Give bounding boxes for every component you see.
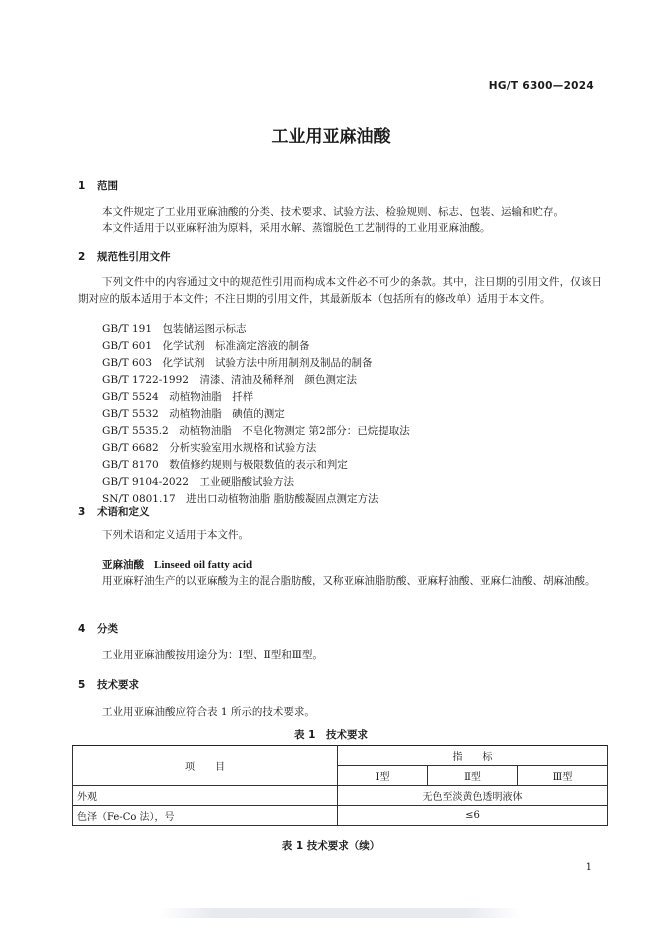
section-4-heading (78, 621, 118, 636)
section-2-intro: 下列文件中的内容通过文中的规范性引用而构成本文件必不可少的条款。其中，注日期的引用文件，仅该日期对应的版本适用于本文件；不注日期的引用文件，其最新版本（包括所有的修改单）适用于本文件。 (78, 276, 602, 305)
term-english: Linseed oil fatty acid (154, 559, 253, 571)
reference-item: GB/T 5524 动植物油脂 扦样 (102, 391, 254, 403)
table-row (73, 786, 608, 806)
section-5-para: 工业用亚麻油酸应符合表 1 所示的技术要求。 (102, 706, 315, 718)
reference-item: SN/T 0801.17 进出口动植物油脂 脂肪酸凝固点测定方法 (102, 493, 379, 505)
section-4-para: 工业用亚麻油酸按用途分为：Ⅰ型、Ⅱ型和Ⅲ型。 (102, 649, 323, 661)
reference-item: GB/T 9104-2022 工业硬脂酸试验方法 (102, 476, 294, 488)
section-1-heading (78, 178, 118, 193)
standard-number: HG/T 6300—2024 (488, 80, 594, 92)
section-number: 1 (78, 180, 86, 192)
section-5-heading (78, 677, 139, 692)
section-title: 技术要求 (97, 679, 139, 691)
reference-item: GB/T 191 包装储运图示标志 (102, 323, 247, 335)
table-header-row (73, 746, 608, 766)
table-1-continued-title: 表 1 技术要求（续） (281, 840, 381, 852)
reference-item: GB/T 6682 分析实验室用水规格和试验方法 (102, 442, 317, 454)
table-row (73, 806, 608, 826)
section-number: 5 (78, 679, 86, 691)
section-number: 3 (78, 506, 86, 518)
reference-item: GB/T 601 化学试剂 标准滴定溶液的制备 (102, 340, 310, 352)
section-title: 范围 (97, 180, 118, 192)
section-number: 4 (78, 623, 86, 635)
row-item: 色泽（Fe-Co 法），号 (73, 806, 338, 826)
reference-item: GB/T 8170 数值修约规则与极限数值的表示和判定 (102, 459, 348, 471)
type-1-header: Ⅰ型 (338, 766, 428, 786)
row-item: 外观 (73, 786, 338, 806)
row-value: ≤6 (338, 806, 608, 826)
technical-requirements-table (72, 745, 608, 826)
reference-item: GB/T 1722-1992 清漆、清油及稀释剂 颜色测定法 (102, 374, 357, 386)
reference-item: GB/T 5535.2 动植物油脂 不皂化物测定 第2部分：已烷提取法 (102, 425, 410, 437)
table-1-title: 表 1 技术要求 (294, 729, 368, 741)
watermark-strip (160, 908, 520, 918)
index-header: 指 标 (338, 746, 608, 766)
section-title: 术语和定义 (97, 506, 150, 518)
section-1-para-2: 本文件适用于以亚麻籽油为原料，采用水解、蒸馏脱色工艺制得的工业用亚麻油酸。 (102, 222, 491, 234)
section-2-heading (78, 249, 171, 264)
section-3-heading (78, 504, 150, 519)
type-3-header: Ⅲ型 (518, 766, 608, 786)
page-number: 1 (585, 862, 592, 873)
item-header: 项 目 (73, 746, 338, 786)
reference-item: GB/T 603 化学试剂 试验方法中所用制剂及制品的制备 (102, 357, 373, 369)
term-chinese: 亚麻油酸 (102, 559, 144, 571)
type-2-header: Ⅱ型 (428, 766, 518, 786)
term-heading (102, 557, 252, 572)
term-definition: 用亚麻籽油生产的以亚麻酸为主的混合脂肪酸，又称亚麻油脂肪酸、亚麻籽油酸、亚麻仁油酸、胡麻油酸。 (102, 575, 596, 587)
row-value: 无色至淡黄色透明液体 (338, 786, 608, 806)
section-3-intro: 下列术语和定义适用于本文件。 (102, 529, 249, 541)
section-title: 分类 (97, 623, 118, 635)
section-number: 2 (78, 251, 86, 263)
document-title: 工业用亚麻油酸 (271, 127, 391, 147)
section-title: 规范性引用文件 (97, 251, 171, 263)
section-1-para-1: 本文件规定了工业用亚麻油酸的分类、技术要求、试验方法、检验规则、标志、包装、运输和贮存。 (102, 206, 564, 218)
reference-item: GB/T 5532 动植物油脂 碘值的测定 (102, 408, 285, 420)
